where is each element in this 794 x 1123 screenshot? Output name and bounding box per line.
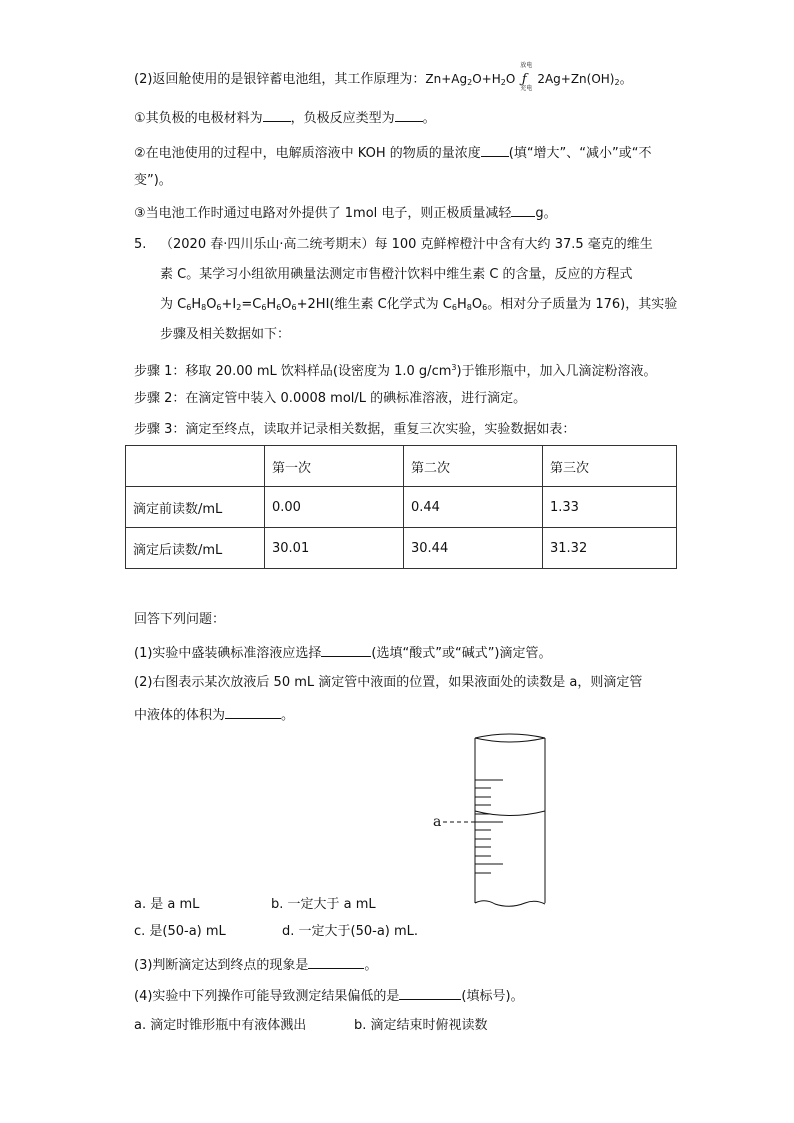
reversible-sign [515,62,533,92]
eq-sub: 2 [614,78,620,87]
question-2-cont [134,705,294,725]
burette-top-rim [475,738,545,742]
discharge-label: 放电 [520,62,533,69]
option-d: d. 一定大于(50-a) mL. [282,924,419,939]
figure-label-a: a [433,814,442,830]
table-header-cell: 第二次 [404,446,543,487]
q-text: ①其负极的电极材料为 [134,111,263,126]
answer-blank [321,643,371,657]
formula-sub: 8 [201,303,207,312]
answer-blank [395,108,423,122]
q-text: ③当电池工作时通过电路对外提供了 1mol 电子，则正极质量减轻 [134,206,512,221]
q-text: H [191,297,202,312]
table-cell: 0.00 [265,487,404,528]
answer-blank [308,955,364,969]
eq-sub: 2 [467,78,473,87]
battery-equation-line [134,62,633,92]
table-cell: 31.32 [543,528,677,569]
q-text: H [456,297,467,312]
formula-sub: 2 [236,303,242,312]
burette-figure [425,728,555,913]
battery-intro: (2)返回舱使用的是银锌蓄电池组，其工作原理为： [134,72,426,87]
part2-q3 [134,203,557,223]
eq-end: 。 [619,72,633,87]
option-b: b. 一定大于 a mL [271,897,376,912]
formula-sub: 6 [216,303,222,312]
q-text: (4)实验中下列操作可能导致测定结果偏低的是 [134,989,400,1004]
q-text: O [206,297,217,312]
q4-option-b: b. 滴定结束时俯视读数 [354,1018,488,1033]
answer-blank [511,203,535,217]
eq-text: Zn+Ag [425,72,468,86]
table-cell: 30.44 [404,528,543,569]
question-4 [134,986,524,1006]
step-2: 步骤 2：在滴定管中装入 0.0008 mol/L 的碘标准溶液，进行滴定。 [134,391,527,406]
eq-text: 2Ag+Zn(OH) [537,72,615,86]
reversible-symbol: ƒ [521,72,527,87]
option-a: a. 是 a mL [134,897,200,912]
question-2: (2)右图表示某次放液后 50 mL 滴定管中液面的位置，如果液面处的读数是 a，则滴定管 [134,675,643,690]
table-cell: 0.44 [404,487,543,528]
titration-data-table [125,445,677,569]
q-text: O [281,297,292,312]
q-text: (选填“酸式”或“碱式”)滴定管。 [371,646,552,661]
table-cell: 30.01 [265,528,404,569]
step-1 [134,359,657,381]
answer-blank [225,705,281,719]
q5-line1: （2020 春·四川乐山·高二统考期末）每 100 克鲜榨橙汁中含有大约 37.5 毫克的维生 [160,237,653,252]
option-c: c. 是(50-a) mL [134,924,226,939]
q-text: 。相对分子质量为 176)，其实验 [487,297,678,312]
q-text: 为 C [160,297,187,312]
table-row [126,528,677,569]
formula-sub: 6 [482,303,488,312]
q-text: 中液体的体积为 [134,708,226,723]
q-text: ②在电池使用的过程中，电解质溶液中 KOH 的物质的量浓度 [134,146,481,161]
formula-sub: 6 [186,303,192,312]
formula-sub: 6 [276,303,282,312]
table-header-row [126,446,677,487]
q-text: 变”)。 [134,173,172,188]
q5-line2: 素 C。某学习小组欲用碘量法测定市售橙汁饮料中维生素 C 的含量，反应的方程式 [160,267,633,282]
formula-sub: 6 [451,303,457,312]
q-text: (填“增大”、“减小”或“不 [508,146,652,161]
table-cell: 1.33 [543,487,677,528]
burette-bottom-break [475,901,545,907]
q-text: g。 [535,206,557,221]
q-text: +I [221,297,237,312]
eq-text: O [505,72,516,86]
liquid-meniscus [475,811,545,816]
q-text: )于锥形瓶中，加入几滴淀粉溶液。 [456,364,657,379]
eq-text: O+H [472,72,501,86]
q-text: (填标号)。 [461,989,524,1004]
table-cell: 滴定后读数/mL [126,528,265,569]
q-text: 。 [364,958,378,973]
question-1 [134,643,552,663]
q-text: O [471,297,483,312]
q-text: (3)判断滴定达到终点的现象是 [134,958,309,973]
step-3: 步骤 3：滴定至终点，读取并记录相关数据，重复三次实验，实验数据如表： [134,422,576,437]
charge-label: 充电 [520,85,533,92]
q4-option-a: a. 滴定时锥形瓶中有液体溅出 [134,1018,307,1033]
table-header-cell: 第三次 [543,446,677,487]
answer-blank [481,143,509,157]
eq-sub: 2 [500,78,506,87]
q-text: (1)实验中盛装碘标准溶液应选择 [134,646,322,661]
formula-sub: 6 [291,303,297,312]
table-row [126,487,677,528]
q-text: 步骤 1：移取 20.00 mL 饮料样品(设密度为 1.0 g/cm [134,364,452,379]
question-3 [134,955,377,975]
table-header-cell: 第一次 [265,446,404,487]
table-cell: 滴定前读数/mL [126,487,265,528]
answer-blank [399,986,461,1000]
q5-line4: 步骤及相关数据如下： [160,327,291,342]
part2-q2-cont [134,172,172,190]
answer-intro: 回答下列问题： [134,612,226,627]
part2-q2 [134,143,652,163]
q5-line3 [160,296,677,317]
q-text: ，负极反应类型为 [290,111,395,126]
table-header-cell [126,446,265,487]
q-text: +2HI(维生素 C化学式为 C [296,297,452,312]
q5-number: 5. [134,237,147,252]
unit-sup: 3 [451,363,457,372]
q-text: H [266,297,277,312]
q-text: =C [241,297,262,312]
formula-sub: 6 [261,303,267,312]
q-text: 。 [422,111,436,126]
formula-sub: 8 [466,303,472,312]
q-text: 。 [281,708,295,723]
burette-top-rim [475,734,545,738]
answer-blank [263,108,291,122]
part2-q1 [134,108,436,128]
